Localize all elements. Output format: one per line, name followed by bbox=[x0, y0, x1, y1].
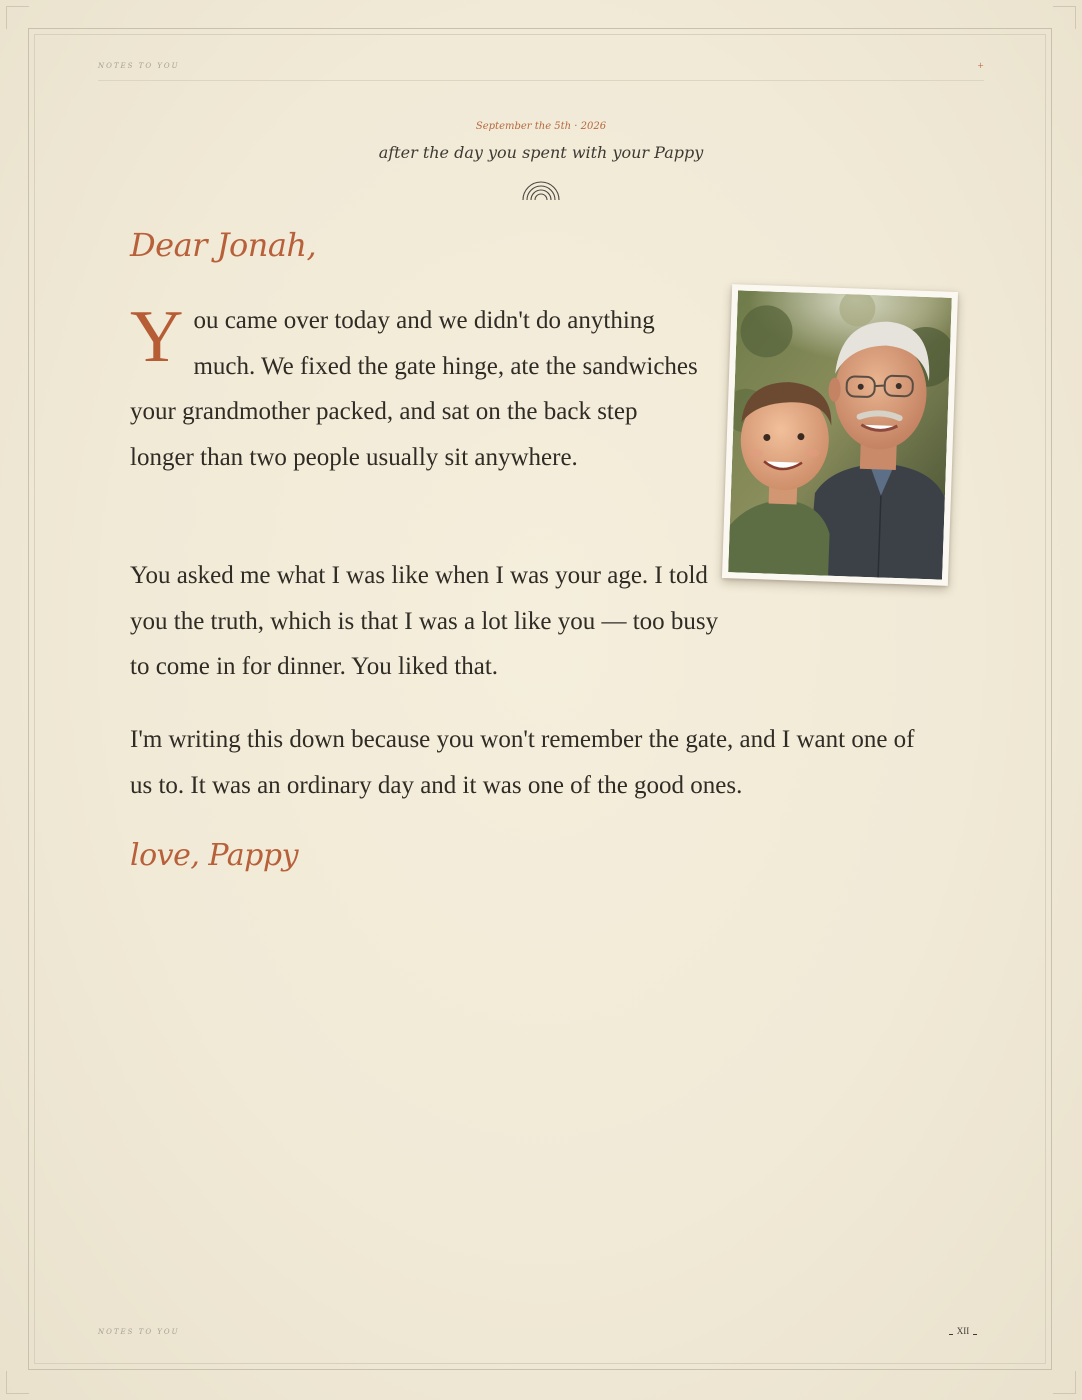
running-head bbox=[98, 62, 984, 81]
paragraph-1-text: ou came over today and we didn't do anything much. We fixed the gate hinge, ate the sandwiches your grandmother packed, and sat on the back step longer than two people usually sit anywhere. bbox=[130, 307, 698, 471]
rainbow-arch-icon bbox=[521, 178, 561, 202]
letter-date: September the 5th · 2026 bbox=[475, 121, 607, 132]
salutation: Dear Jonah, bbox=[130, 226, 317, 264]
corner-mark-top-left bbox=[6, 6, 29, 29]
drop-cap: Y bbox=[130, 296, 184, 378]
photo-print bbox=[722, 284, 958, 586]
corner-mark-bottom-left bbox=[6, 1371, 29, 1394]
letter-subtitle: after the day you spent with your Pappy bbox=[378, 143, 704, 162]
running-head-mark: + bbox=[977, 61, 984, 70]
letter-paragraph-2: You asked me what I was like when I was your age. I told you the truth, which is that I was a lot like you — too busy to come in for dinner. You liked that. bbox=[130, 562, 719, 680]
folio-dash-left bbox=[949, 1334, 953, 1335]
photo-illustration bbox=[728, 290, 952, 579]
photo-grandfather-and-grandson bbox=[728, 290, 952, 579]
corner-mark-top-right bbox=[1053, 6, 1076, 29]
page-number-text: XII bbox=[956, 1326, 970, 1336]
letter-paragraph-3: I'm writing this down because you won't remember the gate, and I want one of us to. It was an ordinary day and it was one of the good ones. bbox=[130, 726, 915, 799]
running-head-title: NOTES TO YOU bbox=[98, 62, 180, 70]
footer-title: NOTES TO YOU bbox=[98, 1328, 180, 1336]
page-number bbox=[940, 1326, 986, 1336]
letter-paragraph-1 bbox=[130, 298, 700, 480]
signoff: love, Pappy bbox=[130, 838, 299, 873]
folio-dash-right bbox=[973, 1334, 977, 1335]
corner-mark-bottom-right bbox=[1053, 1371, 1076, 1394]
